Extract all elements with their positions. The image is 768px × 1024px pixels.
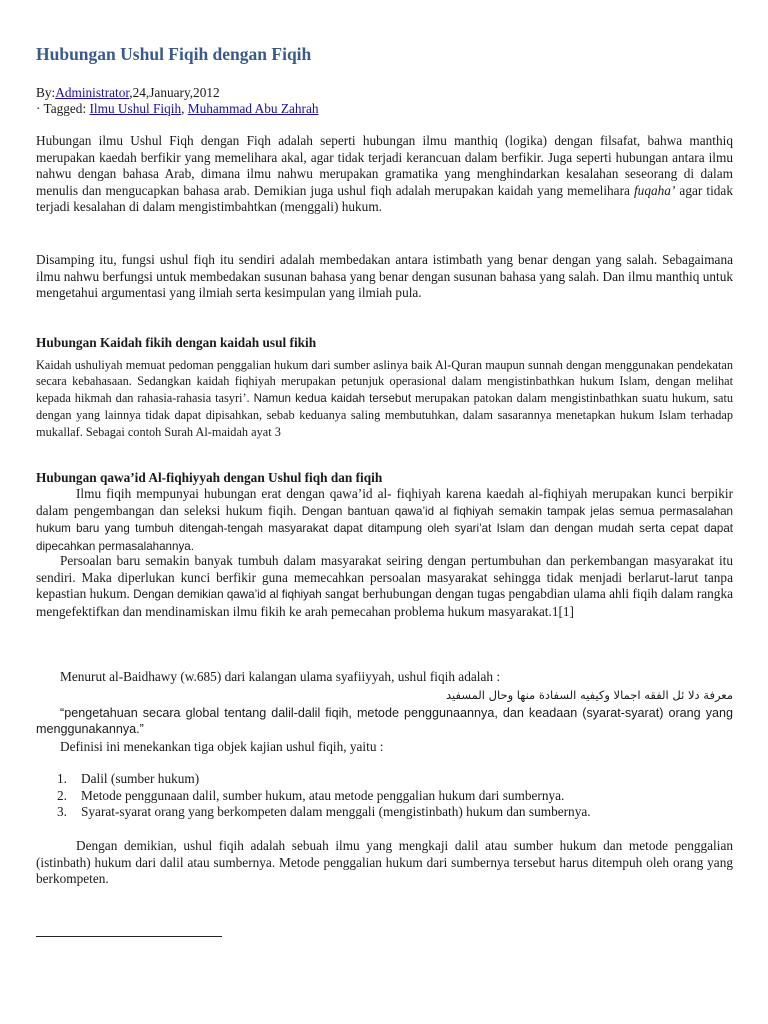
byline: [36, 85, 220, 102]
tags-separator: ,: [181, 101, 188, 116]
paragraph-persoalan-part1: Persoalan baru semakin banyak tumbuh dalam masyarakat seiring dengan pertumbuhan dan perkembangan masyarakat itu sendiri. Maka diperlukan kunci berfikir guna memecahkan persoalan masyarakat sehingga tidak menjadi berlarut-larut tanpa kepastian hukum.: [36, 553, 733, 602]
paragraph-conclusion: Dengan demikian, ushul fiqih adalah sebuah ilmu yang mengkaji dalil atau sumber hukum dan metode penggalian (istinbath) hukum dari dalil atau sumbernya. Metode penggalian hukum dari sumbernya tersebut harus ditempuh oleh orang yang berkompeten.: [36, 838, 733, 887]
paragraph-intro: [36, 133, 733, 216]
paragraph-function: Disamping itu, fungsi ushul fiqh itu sendiri adalah membedakan antara istimbath yang benar dengan yang salah. Sebagaimana ilmu nahwu berfungsi untuk membedakan susunan bahasa yang benar dengan susunan bahasa yang salah. Dan ilmu manthiq untuk mengetahui argumentasi yang ilmiah serta kesimpulan yang ilmiah pula.: [36, 252, 733, 301]
list-item-text: Dalil (sumber hukum): [81, 771, 200, 786]
section-heading-kaidah: Hubungan Kaidah fikih dengan kaidah usul fikih: [36, 335, 317, 350]
paragraph-qawaid-part2: Dengan bantuan qawa’id al fiqhiyah semakin tampak jelas semua permasalahan hukum baru yang tumbuh ditengah-tengah masyarakat dapat ditampung oleh syari’at Islam dan dengan mudah serta cepat dapat dipecahkan permasalahannya.: [36, 504, 733, 553]
section-heading-qawaid: Hubungan qawa’id Al-fiqhiyyah dengan Ushul fiqh dan fiqih: [36, 470, 383, 485]
list-item: [57, 804, 591, 821]
paragraph-baidhawy: Menurut al-Baidhawy (w.685) dari kalangan ulama syafiiyyah, ushul fiqih adalah :: [60, 669, 501, 684]
tag-link-abu-zahrah[interactable]: Muhammad Abu Zahrah: [187, 101, 319, 116]
list-item-number: 1.: [57, 771, 67, 786]
paragraph-qawaid: [36, 486, 733, 555]
tag-link-ilmu-ushul-fiqih[interactable]: Ilmu Ushul Fiqih: [89, 101, 182, 116]
objects-list: [57, 771, 591, 821]
list-item-number: 2.: [57, 787, 67, 803]
list-item-text: Syarat-syarat orang yang berkompeten dalam menggali (mengistinbath) hukum dan sumbernya.: [81, 804, 591, 820]
paragraph-kaidah-part3: merupakan patokan dalam mengistinbathkan suatu hukum, satu dengan yang lainnya tidak dapat dipisahkan, sebab keduanya saling membutuhkan, dalam sasarannya menetapkan hukum Islam terhadap mukallaf. Sebagai contoh Surah Al-maidah ayat 3: [36, 390, 734, 439]
paragraph-persoalan: [36, 553, 733, 620]
arabic-definition: معرفة دلا ئل الفقه اجمالا وكيفيه السفادة منها وحال المسفيد: [446, 688, 733, 702]
paragraph-kaidah-part1: Kaidah ushuliyah memuat pedoman penggalian hukum dari sumber aslinya baik Al-Quran maupun sunnah dengan menggunakan pendekatan secara kebahasaan. Sedangkan kaidah fiqhiyah merupakan petunjuk operasional dalam mengistinbathkan hukum Islam, dengan melihat kepada hikmah dan rahasia-rahasia tasyri’.: [36, 358, 733, 405]
paragraph-intro-text: Hubungan ilmu Ushul Fiqh dengan Fiqh adalah seperti hubungan ilmu manthiq (logika) dengan filsafat, bahwa manthiq merupakan kaedah berfikir yang memelihara akal, agar tidak terjadi kerancuan dalam berfikir. Juga seperti hubungan antara ilmu nahwu dengan bahasa Arab, dimana ilmu nahwu merupakan gramatika yang menghindarkan kesalahan seseorang di dalam menulis dan mengucapkan bahasa arab. Demikian juga ushul fiqh adalah merupakan kaidah yang memelihara: [36, 133, 733, 198]
page-title: Hubungan Ushul Fiqih dengan Fiqih: [36, 44, 312, 64]
paragraph-intro-tail: agar tidak terjadi kesalahan di dalam mengistimbahtkan (menggali) hukum.: [36, 182, 733, 215]
list-item-number: 3.: [57, 804, 67, 820]
tags-prefix: · Tagged:: [36, 101, 90, 116]
post-date: ,24,January,2012: [129, 85, 220, 100]
list-item: [57, 771, 591, 788]
list-item-text: Metode penggunaan dalil, sumber hukum, atau metode penggalian hukum dari sumbernya.: [81, 787, 565, 803]
paragraph-kaidah: [36, 357, 733, 440]
byline-prefix: By:: [36, 85, 56, 100]
definition-quote: “pengetahuan secara global tentang dalil-dalil fiqih, metode penggunaannya, dan keadaan (syarat-syarat) orang yang menggunakannya.”: [36, 706, 733, 737]
paragraph-kaidah-part2: Namun kedua kaidah tersebut: [253, 391, 412, 405]
paragraph-intro-italic: fuqaha’: [633, 182, 676, 198]
author-link[interactable]: Administrator: [55, 85, 130, 100]
list-item: [57, 788, 591, 805]
paragraph-definisi: Definisi ini menekankan tiga objek kajian ushul fiqih, yaitu :: [60, 739, 384, 754]
paragraph-persoalan-part2: Dengan demikian qawa’id al fiqhiyah: [133, 588, 322, 602]
tags-line: [36, 101, 319, 118]
paragraph-persoalan-part3: sangat berhubungan dengan tugas pengabdian ulama ahli fiqih dalam rangka mengefektifkan dan mendinamiskan ilmu fikih ke arah pemecahan problema hukum masyarakat.1[1]: [36, 586, 734, 619]
paragraph-qawaid-part1: Ilmu fiqih mempunyai hubungan erat dengan qawa’id al- fiqhiyah karena kaedah al-fiqhiyah merupakan kunci berpikir dalam pengembangan dan seleksi hukum fiqih.: [36, 486, 733, 518]
footnote-divider: [36, 936, 222, 937]
